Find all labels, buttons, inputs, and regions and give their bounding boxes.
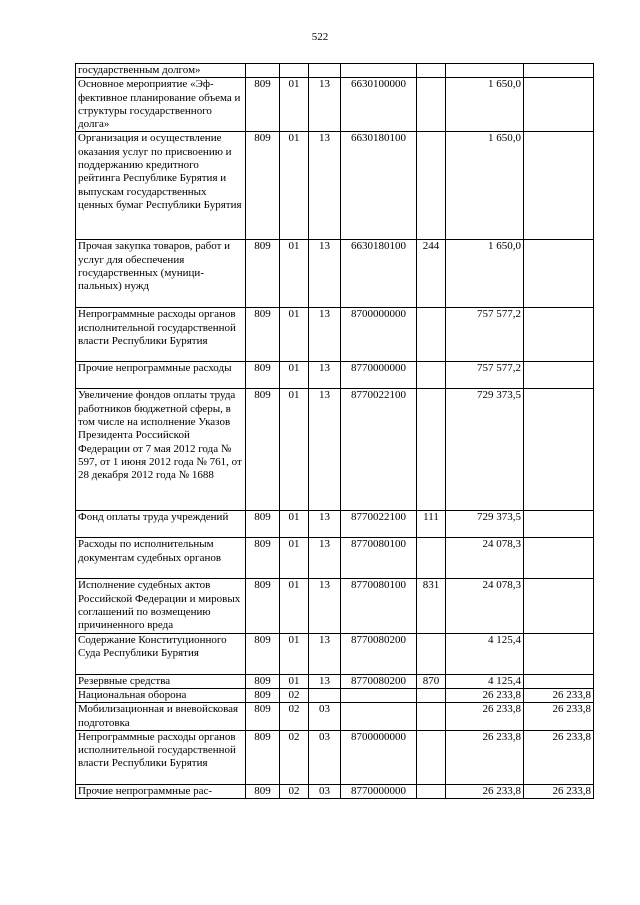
row-name: Содержание Конституционного Суда Республики Бурятия — [76, 633, 246, 674]
table-row — [76, 538, 594, 579]
row-amount-1: 1 650,0 — [446, 78, 524, 132]
row-amount-1 — [446, 64, 524, 78]
row-section-code: 01 — [280, 538, 309, 579]
row-target-article: 8700000000 — [341, 308, 417, 362]
table-row — [76, 511, 594, 538]
row-expense-type — [417, 633, 446, 674]
row-amount-1: 729 373,5 — [446, 389, 524, 511]
row-subsection-code: 13 — [309, 78, 341, 132]
row-subsection-code: 13 — [309, 362, 341, 389]
row-subsection-code — [309, 688, 341, 702]
row-expense-type — [417, 308, 446, 362]
row-subsection-code: 03 — [309, 703, 341, 731]
row-section-code: 01 — [280, 132, 309, 240]
row-amount-1: 1 650,0 — [446, 132, 524, 240]
row-name: Увеличение фондов оплаты труда работников бюджетной сферы, в том числе на исполнение Указов Президента Российской Федерации от 7 мая 2012 года № 597, от 1 июня 2012 года № 761, от 28 декабря 2012 года № 1688 — [76, 389, 246, 511]
table-row — [76, 240, 594, 308]
row-target-article: 8770022100 — [341, 511, 417, 538]
budget-table-body — [76, 64, 594, 799]
budget-table — [75, 63, 594, 799]
row-amount-2 — [524, 633, 594, 674]
row-amount-2: 26 233,8 — [524, 730, 594, 784]
row-name: Организация и осуществление оказания услуг по присвоению и поддержанию кредитного рейтинга Республике Бурятия и выпускам государственных ценных бумаг Республики Бурятия — [76, 132, 246, 240]
row-name: Непрограммные расходы органов исполнительной государственной власти Республики Бурятия — [76, 308, 246, 362]
row-target-article: 8770080100 — [341, 579, 417, 633]
row-amount-2: 26 233,8 — [524, 688, 594, 702]
row-expense-type: 244 — [417, 240, 446, 308]
table-row — [76, 703, 594, 731]
row-section-code: 02 — [280, 703, 309, 731]
row-amount-1: 26 233,8 — [446, 784, 524, 798]
row-subsection-code: 13 — [309, 538, 341, 579]
row-amount-2: 26 233,8 — [524, 784, 594, 798]
row-admin-code: 809 — [246, 784, 280, 798]
row-name: Непрограммные расходы органов исполнительной государственной власти Республики Бурятия — [76, 730, 246, 784]
row-admin-code — [246, 64, 280, 78]
row-section-code — [280, 64, 309, 78]
row-amount-1: 729 373,5 — [446, 511, 524, 538]
row-expense-type — [417, 688, 446, 702]
row-subsection-code: 13 — [309, 240, 341, 308]
row-admin-code: 809 — [246, 308, 280, 362]
row-amount-2 — [524, 362, 594, 389]
row-subsection-code: 13 — [309, 132, 341, 240]
row-name: Фонд оплаты труда учреждений — [76, 511, 246, 538]
row-name: Прочие непрограммные рас- — [76, 784, 246, 798]
table-row — [76, 633, 594, 674]
row-expense-type — [417, 730, 446, 784]
row-admin-code: 809 — [246, 240, 280, 308]
row-admin-code: 809 — [246, 511, 280, 538]
row-expense-type — [417, 538, 446, 579]
row-subsection-code: 13 — [309, 308, 341, 362]
row-target-article: 8770000000 — [341, 784, 417, 798]
row-expense-type — [417, 389, 446, 511]
row-section-code: 02 — [280, 688, 309, 702]
row-admin-code: 809 — [246, 703, 280, 731]
row-name: Основное мероприятие «Эффективное планирование объема и структуры государственного долга» — [76, 78, 246, 132]
row-admin-code: 809 — [246, 132, 280, 240]
row-expense-type — [417, 362, 446, 389]
row-admin-code: 809 — [246, 579, 280, 633]
table-row — [76, 688, 594, 702]
row-amount-1: 26 233,8 — [446, 730, 524, 784]
row-target-article: 6630180100 — [341, 132, 417, 240]
row-amount-2 — [524, 579, 594, 633]
row-amount-1: 24 078,3 — [446, 579, 524, 633]
row-section-code: 01 — [280, 579, 309, 633]
row-amount-2 — [524, 389, 594, 511]
row-section-code: 01 — [280, 511, 309, 538]
table-row — [76, 308, 594, 362]
row-expense-type: 111 — [417, 511, 446, 538]
page-number: 522 — [311, 31, 329, 43]
row-amount-1: 757 577,2 — [446, 362, 524, 389]
table-row — [76, 730, 594, 784]
row-subsection-code: 13 — [309, 674, 341, 688]
row-name: Исполнение судебных актов Российской Федерации и мировых соглашений по возмещению причиненного вреда — [76, 579, 246, 633]
table-row — [76, 78, 594, 132]
row-admin-code: 809 — [246, 538, 280, 579]
row-admin-code: 809 — [246, 389, 280, 511]
row-subsection-code: 13 — [309, 511, 341, 538]
row-expense-type — [417, 784, 446, 798]
table-row — [76, 389, 594, 511]
row-expense-type — [417, 132, 446, 240]
row-expense-type: 831 — [417, 579, 446, 633]
row-name: Прочая закупка товаров, работ и услуг для обеспечения государственных (муниципальных) нужд — [76, 240, 246, 308]
row-amount-1: 4 125,4 — [446, 633, 524, 674]
table-row — [76, 132, 594, 240]
row-subsection-code: 03 — [309, 784, 341, 798]
table-row — [76, 784, 594, 798]
row-expense-type: 870 — [417, 674, 446, 688]
row-target-article: 8700000000 — [341, 730, 417, 784]
row-amount-2 — [524, 308, 594, 362]
row-name: Прочие непрограммные расходы — [76, 362, 246, 389]
row-admin-code: 809 — [246, 362, 280, 389]
row-amount-1: 26 233,8 — [446, 688, 524, 702]
row-section-code: 02 — [280, 730, 309, 784]
row-section-code: 01 — [280, 308, 309, 362]
row-target-article: 6630180100 — [341, 240, 417, 308]
row-amount-1: 24 078,3 — [446, 538, 524, 579]
row-name: Расходы по исполнительным документам судебных органов — [76, 538, 246, 579]
row-amount-1: 4 125,4 — [446, 674, 524, 688]
row-amount-1: 757 577,2 — [446, 308, 524, 362]
row-amount-2 — [524, 240, 594, 308]
row-admin-code: 809 — [246, 688, 280, 702]
row-section-code: 01 — [280, 633, 309, 674]
row-target-article: 8770080200 — [341, 674, 417, 688]
table-row — [76, 674, 594, 688]
row-amount-2 — [524, 132, 594, 240]
row-section-code: 01 — [280, 78, 309, 132]
row-name: государственным долгом» — [76, 64, 246, 78]
row-target-article — [341, 64, 417, 78]
row-target-article — [341, 703, 417, 731]
row-amount-2 — [524, 78, 594, 132]
row-target-article — [341, 688, 417, 702]
row-name: Мобилизационная и вневойсковая подготовка — [76, 703, 246, 731]
row-subsection-code: 13 — [309, 633, 341, 674]
row-section-code: 01 — [280, 389, 309, 511]
row-amount-2 — [524, 511, 594, 538]
row-name: Национальная оборона — [76, 688, 246, 702]
row-section-code: 01 — [280, 362, 309, 389]
row-admin-code: 809 — [246, 674, 280, 688]
row-amount-2 — [524, 64, 594, 78]
row-amount-2 — [524, 674, 594, 688]
row-subsection-code — [309, 64, 341, 78]
table-row — [76, 579, 594, 633]
row-target-article: 8770000000 — [341, 362, 417, 389]
table-row — [76, 362, 594, 389]
row-subsection-code: 13 — [309, 389, 341, 511]
row-section-code: 01 — [280, 674, 309, 688]
row-admin-code: 809 — [246, 730, 280, 784]
row-admin-code: 809 — [246, 78, 280, 132]
row-amount-2: 26 233,8 — [524, 703, 594, 731]
row-expense-type — [417, 64, 446, 78]
table-row — [76, 64, 594, 78]
row-amount-2 — [524, 538, 594, 579]
row-target-article: 8770080200 — [341, 633, 417, 674]
row-subsection-code: 13 — [309, 579, 341, 633]
row-amount-1: 26 233,8 — [446, 703, 524, 731]
row-section-code: 02 — [280, 784, 309, 798]
row-section-code: 01 — [280, 240, 309, 308]
row-expense-type — [417, 703, 446, 731]
row-target-article: 8770080100 — [341, 538, 417, 579]
row-subsection-code: 03 — [309, 730, 341, 784]
row-admin-code: 809 — [246, 633, 280, 674]
row-expense-type — [417, 78, 446, 132]
row-target-article: 8770022100 — [341, 389, 417, 511]
row-name: Резервные средства — [76, 674, 246, 688]
row-amount-1: 1 650,0 — [446, 240, 524, 308]
row-target-article: 6630100000 — [341, 78, 417, 132]
